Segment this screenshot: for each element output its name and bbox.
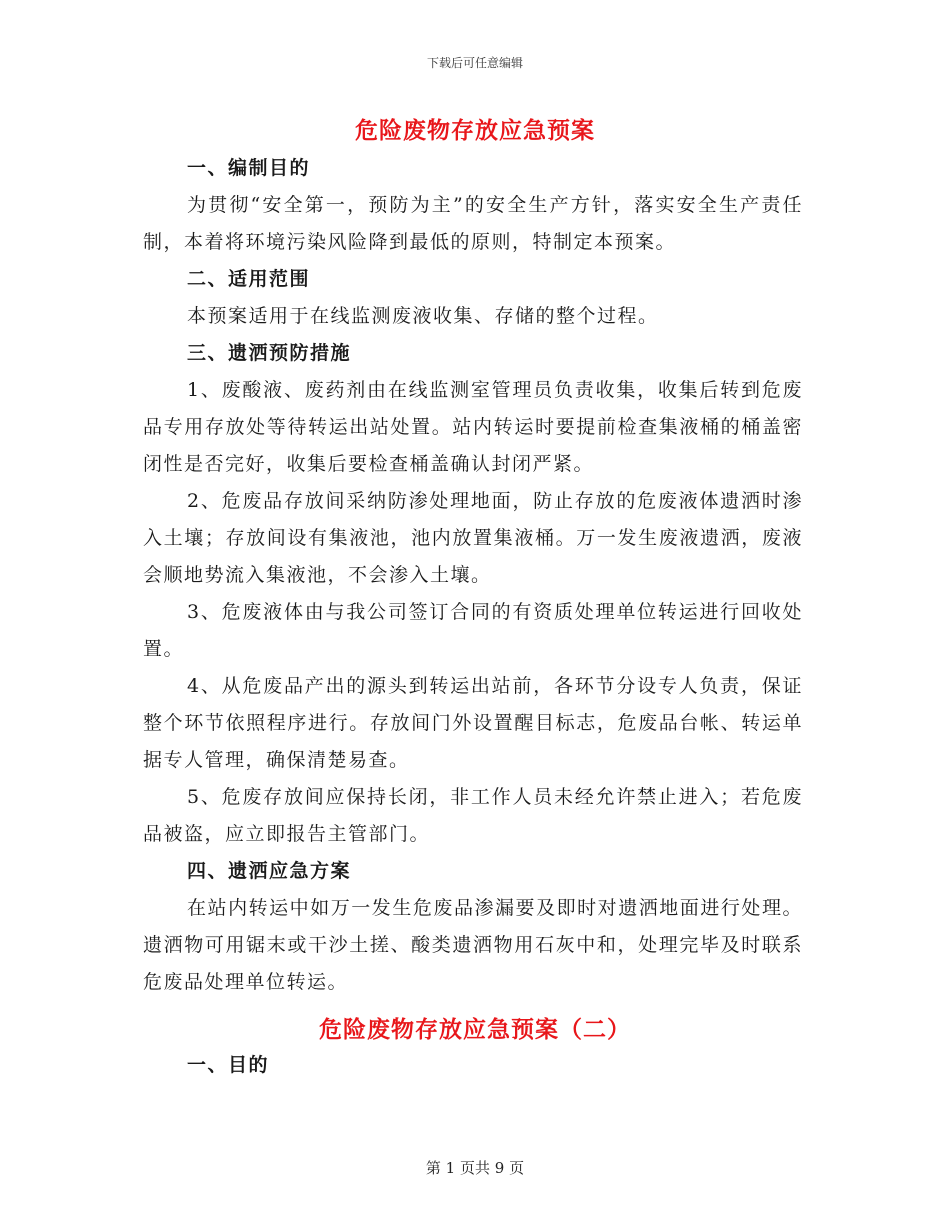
document-body xyxy=(143,150,803,1001)
section-heading-1: 一、编制目的 xyxy=(187,157,311,179)
document-title: 危险废物存放应急预案 xyxy=(355,117,595,144)
measure-paragraph-3: 3、危废液体由与我公司签订合同的有资质处理单位转运进行回收处置。 xyxy=(143,601,803,660)
measure-paragraph-5: 5、危废存放间应保持长闭，非工作人员未经允许禁止进入；若危废品被盗，应立即报告主管部门。 xyxy=(143,786,803,845)
document-title-2: 危险废物存放应急预案（二） xyxy=(319,1016,631,1043)
document-body-2 xyxy=(143,1047,803,1084)
measure-paragraph-1: 1、废酸液、废药剂由在线监测室管理员负责收集，收集后转到危废品专用存放处等待转运出站处置。站内转运时要提前检查集液桶的桶盖密闭性是否完好，收集后要检查桶盖确认封闭严紧。 xyxy=(143,379,803,475)
measure-paragraph-2: 2、危废品存放间采纳防渗处理地面，防止存放的危废液体遗洒时渗入土壤；存放间设有集液池，池内放置集液桶。万一发生废液遗洒，废液会顺地势流入集液池，不会渗入土壤。 xyxy=(143,490,803,586)
section-heading-3: 三、遗洒预防措施 xyxy=(187,342,352,364)
section-paragraph-2: 本预案适用于在线监测废液收集、存储的整个过程。 xyxy=(187,305,659,327)
measure-paragraph-4: 4、从危废品产出的源头到转运出站前，各环节分设专人负责，保证整个环节依照程序进行。存放间门外设置醒目标志，危废品台帐、转运单据专人管理，确保清楚易查。 xyxy=(143,675,803,771)
section-paragraph-1: 为贯彻“安全第一，预防为主”的安全生产方针，落实安全生产责任制，本着将环境污染风险降到最低的原则，特制定本预案。 xyxy=(143,194,803,253)
section-heading-2: 二、适用范围 xyxy=(187,268,311,290)
page-number-footer: 第 1 页共 9 页 xyxy=(425,1159,525,1177)
section-heading-5: 一、目的 xyxy=(187,1054,270,1076)
section-heading-4: 四、遗洒应急方案 xyxy=(187,860,352,882)
header-note: 下载后可任意编辑 xyxy=(426,56,523,70)
section-paragraph-4: 在站内转运中如万一发生危废品渗漏要及即时对遗洒地面进行处理。遗洒物可用锯末或干沙土搓、酸类遗洒物用石灰中和，处理完毕及时联系危废品处理单位转运。 xyxy=(143,897,803,993)
